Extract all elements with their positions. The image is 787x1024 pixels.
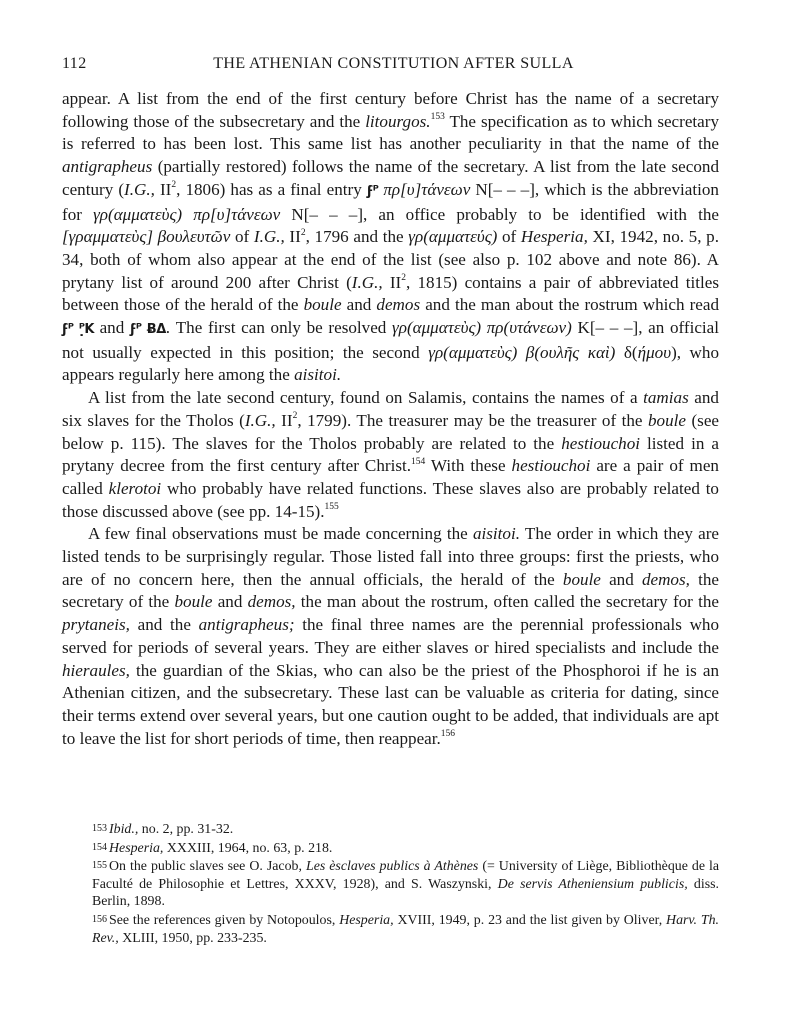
text: , 1796 and the xyxy=(305,227,409,247)
greek-text: πρ[υ]τάνεων xyxy=(383,179,471,199)
term: boule xyxy=(648,410,686,430)
greek-text: γρ(αμματεὺς) πρ(υτάνεων) xyxy=(392,318,572,338)
citation: I.G., xyxy=(244,410,276,430)
abbreviation-symbol: ϝᴾ ᴾ̣K xyxy=(62,322,94,338)
text: of xyxy=(230,227,254,247)
text: II xyxy=(154,179,172,199)
term: litourgos. xyxy=(365,111,431,131)
superscript: 2 xyxy=(292,411,298,422)
term: antigrapheus; xyxy=(198,615,295,635)
text: A list from the late second century, found on Salamis, contains the names of a xyxy=(88,388,644,408)
footnote-ref-155: 155 xyxy=(324,501,339,512)
text: the final three names are the perennial professionals who served for periods of several years. They are either slaves or hired specialists and include the xyxy=(62,615,720,657)
text: With these xyxy=(425,456,512,476)
text: and xyxy=(341,295,377,315)
running-header xyxy=(62,55,725,77)
text: are a pair of men called xyxy=(62,456,719,498)
footnote-number: 156 xyxy=(92,913,107,925)
term: prytaneis, xyxy=(62,615,130,635)
text: δ( xyxy=(615,342,638,362)
running-title: THE ATHENIAN CONSTITUTION AFTER SULLA xyxy=(213,55,574,72)
footnote-153 xyxy=(92,820,719,839)
footnote-154 xyxy=(92,839,719,858)
citation: I.G., xyxy=(124,179,155,199)
text: the secretary of the xyxy=(62,569,719,612)
text: II xyxy=(382,272,402,292)
paragraph-2 xyxy=(62,387,719,523)
footnote-ref-153: 153 xyxy=(430,112,445,123)
footnote-number: 154 xyxy=(92,841,107,853)
text: ), who appears regularly here among the xyxy=(62,342,719,385)
superscript: 2 xyxy=(300,227,306,238)
citation: Hesperia, xyxy=(520,227,588,247)
term: hieraules, xyxy=(62,660,130,680)
citation: Harv. Th. Rev., xyxy=(92,912,720,946)
text: (partially restored) follows the name of the secretary. A list from the late second century ( xyxy=(62,157,719,199)
citation: Hesperia, xyxy=(109,840,164,856)
footnote-155 xyxy=(92,857,719,911)
text: The specification as to which secretary is referred to has been lost. This same list has another peculiarity in that the name of the xyxy=(62,111,719,154)
greek-text: γρ(αμματεύς) xyxy=(408,227,498,247)
paragraph-1 xyxy=(62,88,719,387)
citation: I.G., xyxy=(253,227,285,247)
text: , 1815) contains a pair of abbreviated titles between those of the herald of the xyxy=(62,272,719,315)
text: XXXIII, 1964, no. 63, p. 218. xyxy=(163,840,333,856)
text: , 1806) has as a final entry xyxy=(176,179,367,199)
main-text xyxy=(62,88,719,750)
term: boule xyxy=(174,592,213,612)
text: . The first can only be resolved xyxy=(165,318,392,338)
citation: I.G., xyxy=(351,272,383,292)
term: demos, xyxy=(247,592,296,612)
text: N[– – –], an office probably to be identified with the xyxy=(280,204,719,224)
term: hestiouchoi xyxy=(511,456,591,476)
text: the man about the rostrum, often called the secretary for the xyxy=(295,592,719,612)
footnote-number: 153 xyxy=(92,823,107,834)
term: demos xyxy=(376,295,421,315)
text: appear. A list from the end of the first century before Christ has the name of a secretary following those of the subsecretary and the xyxy=(62,89,719,131)
citation: De servis Atheniensium publicis, xyxy=(497,876,688,892)
text: of xyxy=(497,227,521,247)
page-number: 112 xyxy=(62,55,87,72)
text: See the references given by Notopoulos, xyxy=(109,912,340,928)
text: , 1799). The treasurer may be the treasurer of the xyxy=(297,410,648,430)
text: and the man about the rostrum which read xyxy=(420,295,719,315)
text: (see below p. 115). The slaves for the Tholos probably are related to the xyxy=(62,410,719,453)
text: and the xyxy=(129,615,199,635)
footnote-ref-156: 156 xyxy=(440,729,456,739)
text: and xyxy=(212,592,248,612)
term: tamias xyxy=(643,388,689,408)
greek-text: ήμου xyxy=(637,342,672,362)
superscript: 2 xyxy=(401,272,406,283)
term: boule xyxy=(303,295,342,315)
superscript: 2 xyxy=(171,180,177,191)
text: On the public slaves see O. Jacob, xyxy=(109,859,306,875)
greek-text: γρ(αμματεὺς) β(ουλῆς καὶ) xyxy=(428,342,616,362)
text: N[– – –], which is the abbreviation for xyxy=(62,179,719,224)
text: XVIII, 1949, p. 23 and the list given by Oliver, xyxy=(393,912,667,928)
text: XLIII, 1950, pp. 233-235. xyxy=(118,930,267,946)
text: K[– – –], an official not usually expected in this position; the second xyxy=(62,318,719,362)
greek-text: [γραμματεὺς] βουλευτῶν xyxy=(62,227,231,247)
term: demos, xyxy=(641,569,690,589)
citation: Hesperia, xyxy=(339,912,394,928)
text: A few final observations must be made concerning the xyxy=(88,524,473,544)
text: the guardian of the Skias, who can also be the priest of the Phosphoroi if he is an Athenian citizen, and the subsecretary. These last can be valuable as criteria for dating, since their terms extend over several years, but one caution ought to be added, that individuals are apt to leave the list for short periods of time, then reappear. xyxy=(62,660,719,748)
footnote-ref-154: 154 xyxy=(411,456,426,467)
citation: Les èsclaves publics à Athènes xyxy=(305,859,479,875)
text: II xyxy=(284,227,301,247)
text: no. 2, pp. 31-32. xyxy=(138,822,234,837)
citation: Ibid., xyxy=(109,822,139,837)
text: diss. Berlin, 1898. xyxy=(92,876,719,910)
text: and xyxy=(93,318,130,338)
footnotes xyxy=(92,820,719,947)
term: aisitoi. xyxy=(294,365,342,385)
abbreviation-symbol: ϝᴾ ɃΔ xyxy=(129,322,166,338)
term: klerotoi xyxy=(108,478,162,498)
term: aisitoi. xyxy=(472,524,520,544)
footnote-156 xyxy=(92,911,719,947)
text: and six slaves for the Tholos ( xyxy=(62,388,719,430)
abbreviation-symbol: ϝᴾ xyxy=(366,183,379,199)
text: (= University of Liège, Bibliothèque de la Faculté de Philosophie et Lettres, XXXV, 1928), and S. Waszynski, xyxy=(92,859,720,892)
text: II xyxy=(275,410,293,430)
text: who probably have related functions. These slaves also are probably related to those discussed above (see pp. 14-15). xyxy=(62,478,719,521)
term: hestiouchoi xyxy=(561,433,640,453)
term: antigrapheus xyxy=(62,157,153,177)
paragraph-3 xyxy=(62,523,719,750)
greek-text: γρ(αμματεὺς) πρ[υ]τάνεων xyxy=(93,204,281,224)
text: and xyxy=(600,569,642,589)
text: The order in which they are listed tends to be surprisingly regular. Those listed fall into three groups: first the priests, who are of no concern here, then the annual officials, the herald of the xyxy=(62,524,719,589)
footnote-number: 155 xyxy=(92,860,107,872)
text: listed in a prytany decree from the first century after Christ. xyxy=(62,433,719,476)
text: XI, 1942, no. 5, p. 34, both of whom also appear at the end of the list (see also p. 102 above and note 86). A prytany list of around 200 after Christ ( xyxy=(62,227,719,292)
term: boule xyxy=(562,569,601,589)
